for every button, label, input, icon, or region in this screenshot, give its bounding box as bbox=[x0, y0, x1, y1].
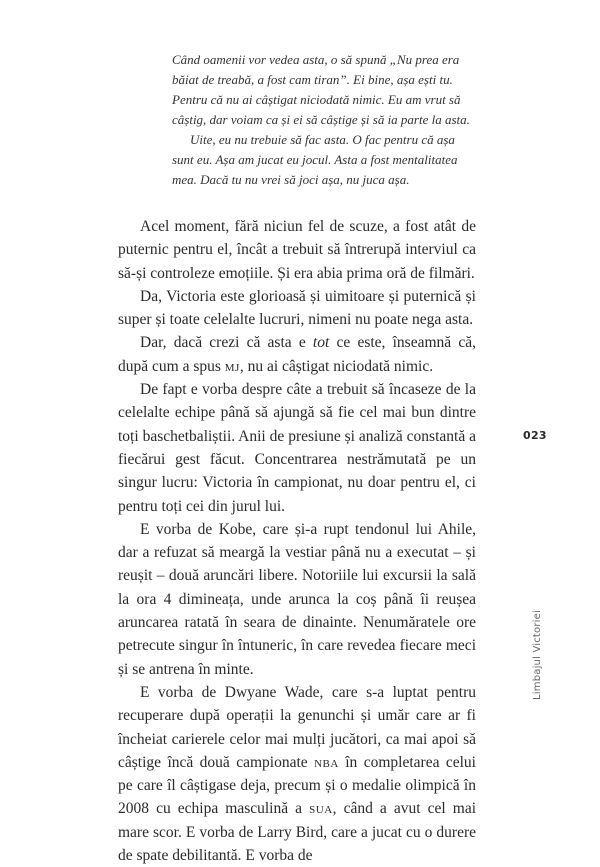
quote-paragraph-1: Când oamenii vor vedea asta, o să spună „Nu prea era băiat de treabă, a fost cam tiran”. Ei bine, așa ești tu. Pentru că nu ai câștigat niciodată nimic. Eu am vrut să câștig, dar voiam ca și ei să câștige și să ia parte la asta. bbox=[172, 52, 470, 127]
body-paragraph-5: E vorba de Kobe, care și-a rupt tendonul lui Ahile, dar a refuzat să meargă la vestiar până nu a executat – și reușit – două aruncări libere. Notoriile lui excursii la sală la ora 4 dimineața, unde arunca la coș până îi reușea aruncarea ratată în seara de dinainte. Nenumăratele ore petrecute singur în întuneric, în care revedea fiecare meci și se antrena în minte. bbox=[118, 520, 476, 678]
body-text bbox=[118, 215, 476, 867]
body-paragraph-3 bbox=[118, 331, 476, 378]
body-paragraph-1: Acel moment, fără niciun fel de scuze, a fost atât de puternic pentru el, încât a trebuit să întrerupă interviul ca să-și controleze emoțiile. Și era abia prima oră de filmări. bbox=[118, 218, 476, 282]
body-paragraph-6-part-a: E vorba de Dwyane Wade, care s-a luptat pentru recuperare după operații la genunchi și umăr care ar fi încheiat carierele celor mai mulți jucători, ca mai apoi să câștige încă două campionate bbox=[118, 683, 476, 771]
body-paragraph-3-part-b: ce este, înseamnă că, după cum a spus bbox=[118, 334, 476, 375]
body-paragraph-3-part-a: Dar, dacă crezi că asta e bbox=[140, 334, 313, 352]
quote-paragraph-2: Uite, eu nu trebuie să fac asta. O fac pentru că așa sunt eu. Așa am jucat eu jocul. Asta a fost mentalitatea mea. Dacă tu nu vrei să joci așa, nu juca așa. bbox=[172, 132, 458, 187]
abbrev-mj: mj bbox=[224, 357, 240, 375]
page-number: 023 bbox=[523, 429, 547, 442]
body-paragraph-4: De fapt e vorba despre câte a trebuit să încaseze de la celelalte echipe până să ajungă să fie cel mai bun dintre toți baschetbaliștii. Anii de presiune și analiză constantă a fiecărui gest făcut. Concentrarea nestrămutată pe un singur lucru: Victoria în campionat, nu doar pentru el, ci pentru toți cei din jurul lui. bbox=[118, 381, 476, 515]
running-head: Limbajul Victoriei bbox=[532, 610, 543, 700]
body-paragraph-6-part-c: , când a avut cel mai mare scor. E vorba de Larry Bird, care a jucat cu o durere de spate debilitantă. E vorba de bbox=[118, 800, 477, 865]
emphasis-tot: tot bbox=[312, 334, 330, 352]
body-paragraph-3-part-c: , nu ai câștigat niciodată nimic. bbox=[239, 357, 434, 375]
abbrev-nba: nba bbox=[314, 753, 339, 771]
body-paragraph-6 bbox=[118, 681, 476, 867]
body-paragraph-2: Da, Victoria este glorioasă și uimitoare și puternică și super și toate celelalte lucruri, nimeni nu poate nega asta. bbox=[118, 287, 476, 329]
abbrev-sua: sua bbox=[309, 800, 333, 818]
block-quote bbox=[172, 50, 472, 190]
body-paragraph-6-part-b: în completarea celui pe care îl câștigase deja, precum și o medalie olimpică în 2008 cu echipa masculină a bbox=[118, 753, 476, 818]
